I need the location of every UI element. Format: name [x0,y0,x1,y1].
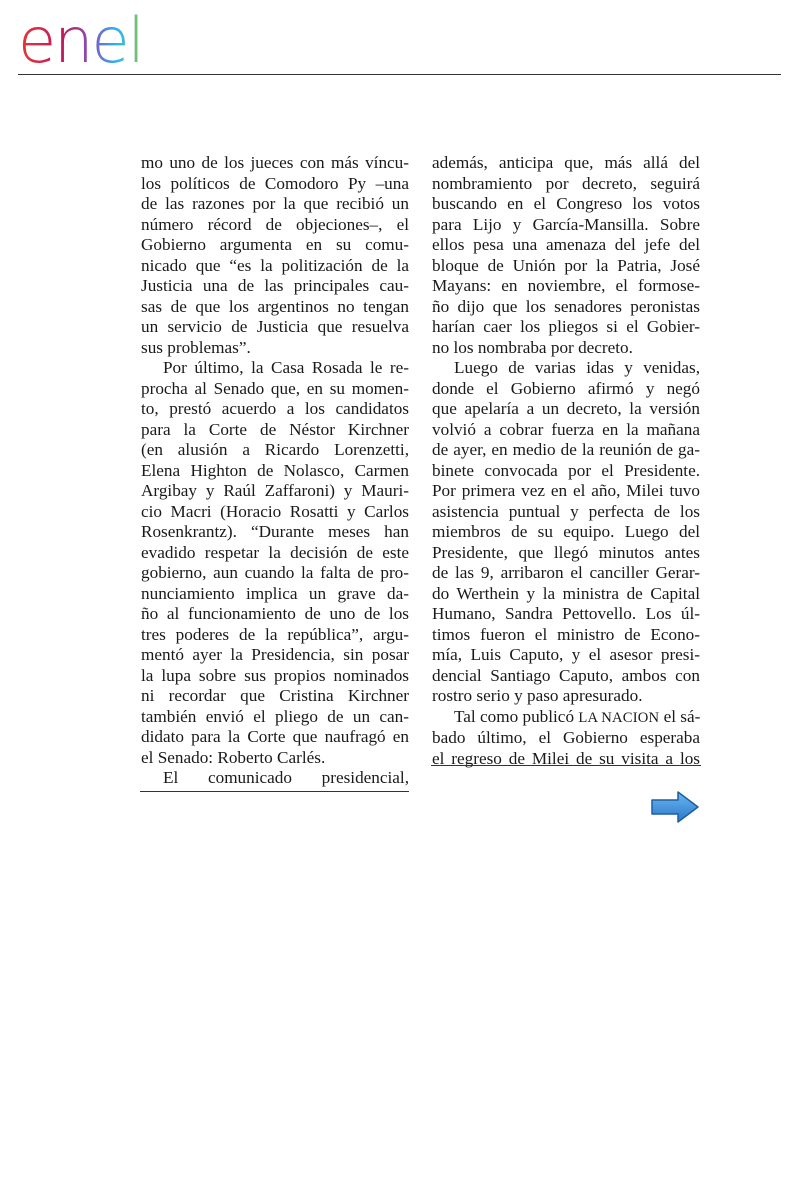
article-paragraph [432,358,700,707]
article-paragraph [141,153,409,358]
article-line: también envió el pliego de un can- [141,706,409,726]
article-line: evadido respetar la decisión de este [141,542,409,562]
article-line: un servicio de Justicia que resuelva [141,317,409,336]
article-line: dencial Santiago Caputo, ambos con [432,665,700,685]
article-line: Justicia una de las principales cau- [141,276,409,295]
newspaper-name: LA NACION [578,709,660,726]
article-line: ellos pesa una amenaza del jefe del [432,235,700,254]
article-line: to, prestó acuerdo a los candidatos [141,399,409,418]
article-line: didato para la Corte que naufragó en [141,727,409,746]
column-end-rule-right [431,765,701,766]
article-line: para la Corte de Néstor Kirchner [141,419,409,439]
article-line: de las razones por la que recibió un [141,194,409,213]
article-line: timos fueron el ministro de Econo- [432,624,700,644]
article-line: Luego de varias idas y venidas, [454,358,700,377]
article-paragraph [432,153,700,358]
article-line: mía, Luis Caputo, y el asesor presi- [432,645,700,664]
article-line: Mayans: en noviembre, el formose- [432,276,700,295]
article-line: Presidente, que llegó minutos antes [432,542,700,562]
article-line: que apelaría a un decreto, la versión [432,399,700,418]
article-line: para Lijo y García-Mansilla. Sobre [432,214,700,234]
article-line: el regreso de Milei de su visita a los [432,748,700,768]
article-line: rostro serio y paso apresurado. [432,686,643,705]
article-text-segment: el sá- [663,706,701,726]
article-line: nicado que “es la politización de la [141,255,409,275]
logo-text: enel [18,4,143,68]
article-line: El comunicado presidencial, [163,768,409,787]
article-column-left [141,153,409,789]
article-line: los políticos de Comodoro Py –una [141,173,409,193]
article-line: el Senado: Roberto Carlés. [141,747,326,767]
article-line: mentó ayer la Presidencia, sin posar [141,645,409,664]
article-line: donde el Gobierno afirmó y negó [432,378,700,398]
article-line: binete convocada por el Presidente. [432,460,700,480]
article-line: bloque de Unión por la Patria, José [432,255,700,275]
article-line: Rosenkrantz). “Durante meses han [141,522,409,541]
article-line: harían caer los pliegos si el Gobier- [432,317,700,336]
article-line: volvió a cobrar fuerza en la mañana [432,419,700,439]
header-divider [18,74,781,75]
article-line: sas de que los argentinos no tengan [141,296,409,316]
article-line: número récord de objeciones–, el [141,214,409,234]
arrow-right-icon[interactable] [650,790,700,824]
article-line: nunciamiento implica un grave da- [141,583,409,603]
article-line: ño al funcionamiento de uno de los [141,604,409,623]
article-line: Gobierno argumenta en su comu- [141,235,409,254]
article-line: ño dijo que los senadores peronistas [432,296,700,316]
article-line: nombramiento por decreto, seguirá [432,173,700,193]
article-text-segment: Tal como publicó [454,706,575,726]
article-line: gobierno, aun cuando la falta de pro- [141,563,409,582]
article-line: ni recordar que Cristina Kirchner [141,686,409,705]
article-line: miembros de su equipo. Luego del [432,522,700,541]
article-column-right [432,153,700,769]
article-line: de las 9, arribaron el canciller Gerar- [432,563,700,582]
article-line: mo uno de los jueces con más víncu- [141,153,409,172]
column-end-rule-left [140,791,409,792]
article-line: Elena Highton de Nolasco, Carmen [141,460,409,480]
article-line: de ayer, en medio de la reunión de ga- [432,440,700,459]
article-line: Argibay y Raúl Zaffaroni) y Mauri- [141,481,409,500]
article-line: procha al Senado que, en su momen- [141,378,409,398]
article-paragraph [141,768,409,789]
article-line: do Werthein y la ministra de Capital [432,583,700,603]
article-line: cio Macri (Horacio Rosatti y Carlos [141,501,409,521]
article-line: sus problemas”. [141,337,251,357]
article-line: buscando en el Congreso los votos [432,194,700,213]
article-line: tres poderes de la república”, argu- [141,624,409,644]
article-line: (en alusión a Ricardo Lorenzetti, [141,440,409,459]
article-line: Por último, la Casa Rosada le re- [163,358,409,377]
article-line: asistencia puntual y perfecta de los [432,501,700,521]
article-paragraph [432,707,700,770]
article-line: bado último, el Gobierno esperaba [432,728,700,747]
article-line: la lupa sobre sus propios nominados [141,665,409,685]
article-line: Por primera vez en el año, Milei tuvo [432,481,700,500]
enel-logo [18,4,178,68]
article-paragraph [141,358,409,768]
article-line: además, anticipa que, más allá del [432,153,700,172]
article-line: Humano, Sandra Pettovello. Los úl- [432,604,700,623]
article-line: no los nombraba por decreto. [432,337,633,357]
article-line [432,707,700,729]
